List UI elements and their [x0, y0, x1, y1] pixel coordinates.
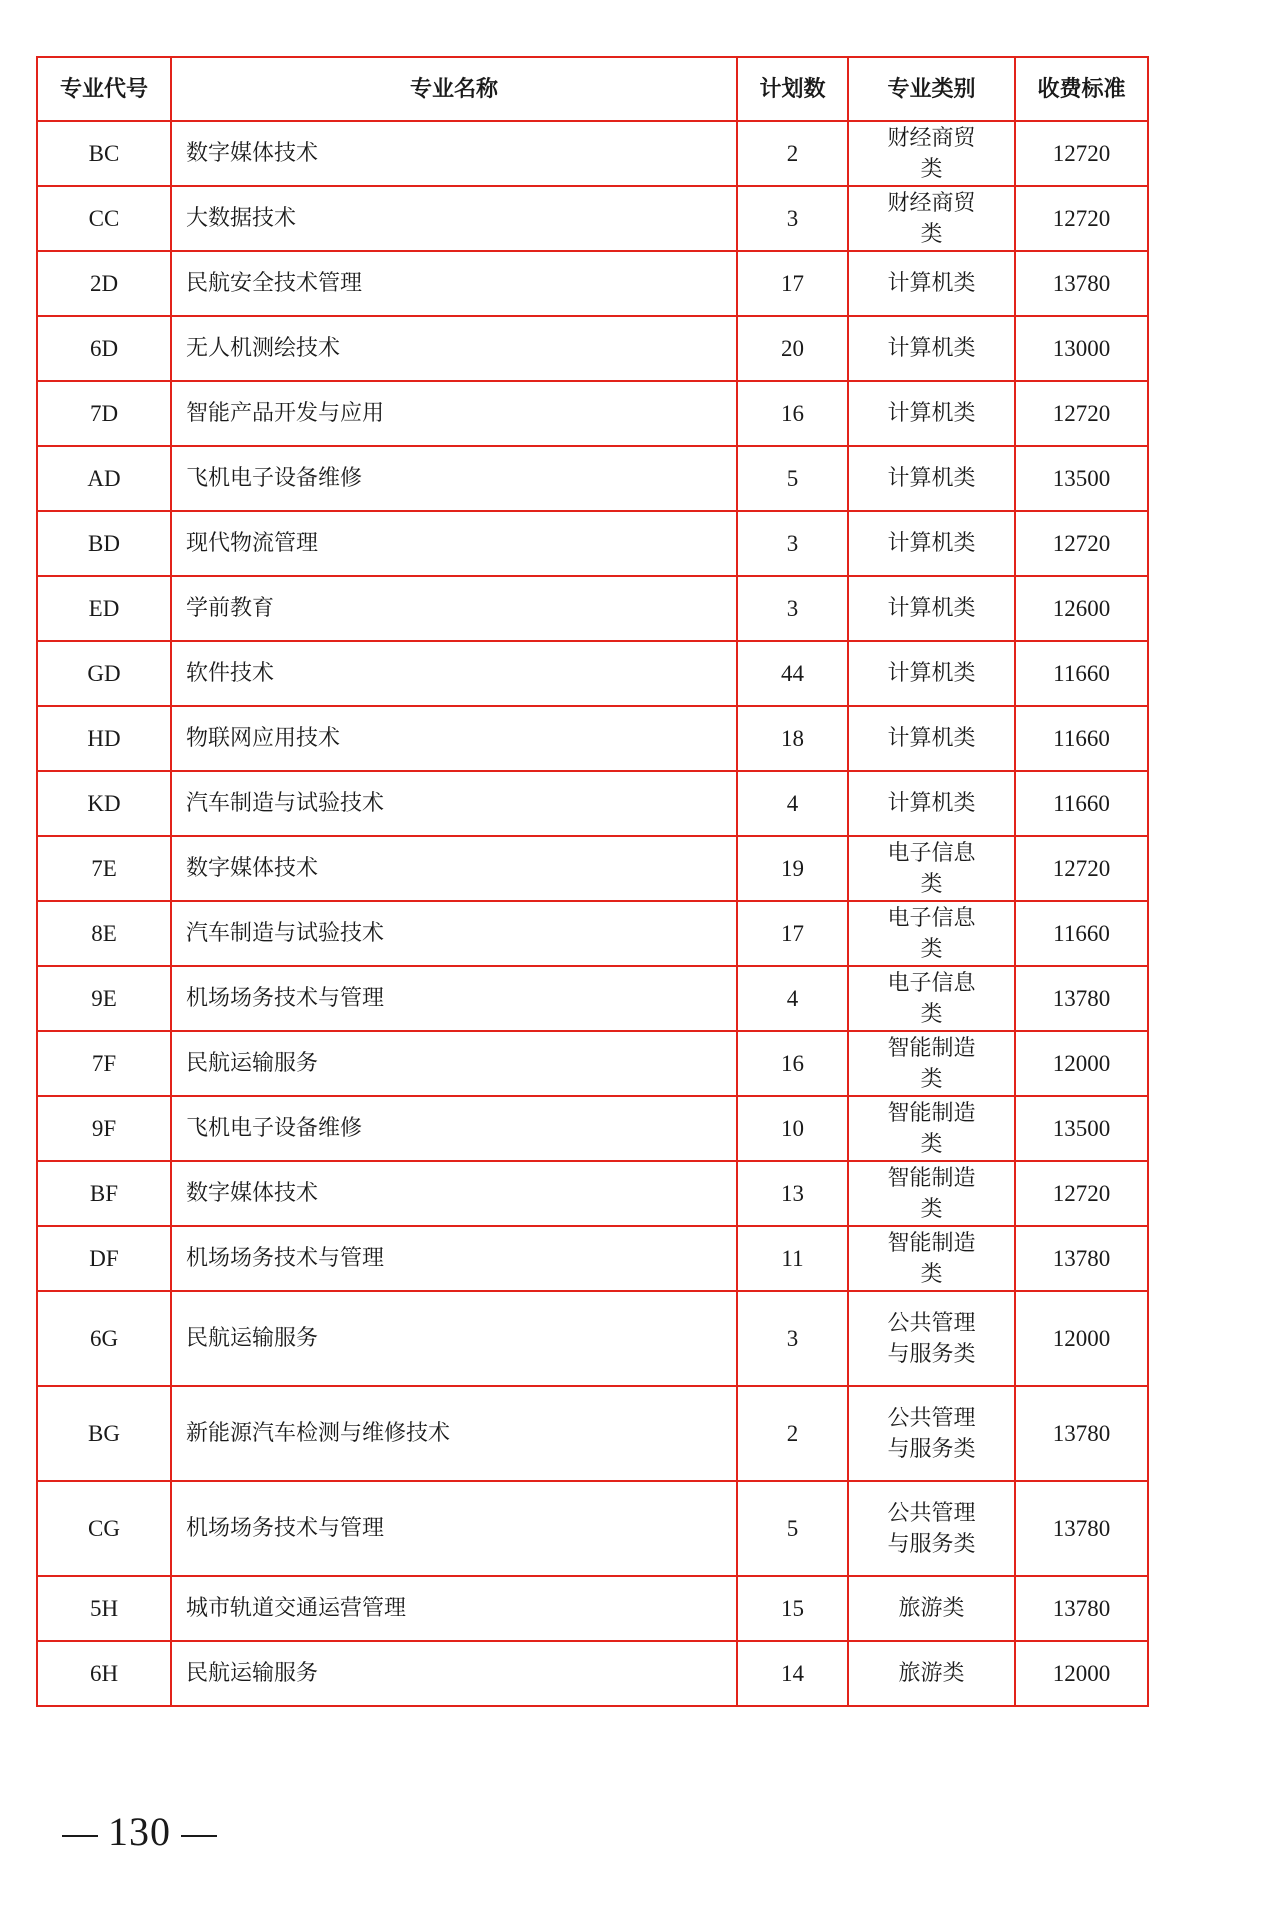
cell-code: 7E: [37, 836, 171, 901]
category-text: 电子信息类: [887, 905, 976, 962]
cell-code: 6H: [37, 1641, 171, 1706]
cell-category: [848, 511, 1015, 576]
cell-plan: 3: [737, 511, 848, 576]
cell-code: 7F: [37, 1031, 171, 1096]
cell-plan: 2: [737, 1386, 848, 1481]
cell-plan: 15: [737, 1576, 848, 1641]
header-fee: 收费标准: [1015, 57, 1148, 121]
header-plan: 计划数: [737, 57, 848, 121]
cell-code: 5H: [37, 1576, 171, 1641]
cell-name: 新能源汽车检测与维修技术: [171, 1386, 737, 1481]
category-text: 计算机类: [887, 791, 976, 816]
category-text: 公共管理与服务类: [887, 1310, 976, 1367]
category-text: 财经商贸类: [887, 125, 976, 182]
table-row: [37, 641, 1148, 706]
cell-fee: 13780: [1015, 1386, 1148, 1481]
cell-category: [848, 1576, 1015, 1641]
table-row: [37, 186, 1148, 251]
cell-plan: 17: [737, 901, 848, 966]
cell-plan: 44: [737, 641, 848, 706]
cell-plan: 3: [737, 186, 848, 251]
cell-category: [848, 381, 1015, 446]
cell-name: 飞机电子设备维修: [171, 446, 737, 511]
table-body: [37, 121, 1148, 1706]
cell-code: 6D: [37, 316, 171, 381]
cell-plan: 5: [737, 1481, 848, 1576]
cell-name: 学前教育: [171, 576, 737, 641]
cell-category: [848, 1031, 1015, 1096]
category-text: 旅游类: [898, 1596, 965, 1621]
cell-code: KD: [37, 771, 171, 836]
cell-name: 智能产品开发与应用: [171, 381, 737, 446]
table-row: [37, 316, 1148, 381]
cell-fee: 13780: [1015, 1226, 1148, 1291]
footer-dash-left: [62, 1835, 98, 1837]
category-text: 公共管理与服务类: [887, 1500, 976, 1557]
cell-plan: 16: [737, 1031, 848, 1096]
cell-fee: 12000: [1015, 1291, 1148, 1386]
cell-fee: 13780: [1015, 251, 1148, 316]
table-row: [37, 576, 1148, 641]
cell-code: BG: [37, 1386, 171, 1481]
cell-plan: 11: [737, 1226, 848, 1291]
table-row: [37, 1226, 1148, 1291]
cell-name: 民航运输服务: [171, 1291, 737, 1386]
cell-name: 数字媒体技术: [171, 1161, 737, 1226]
table-row: [37, 836, 1148, 901]
table-row: [37, 1576, 1148, 1641]
header-name: 专业名称: [171, 57, 737, 121]
cell-fee: 12720: [1015, 381, 1148, 446]
category-text: 智能制造类: [887, 1035, 976, 1092]
cell-plan: 13: [737, 1161, 848, 1226]
cell-category: [848, 121, 1015, 186]
table-row: [37, 1291, 1148, 1386]
cell-code: 8E: [37, 901, 171, 966]
cell-fee: 13780: [1015, 1576, 1148, 1641]
cell-code: BD: [37, 511, 171, 576]
cell-fee: 12000: [1015, 1641, 1148, 1706]
cell-fee: 12720: [1015, 511, 1148, 576]
cell-fee: 12720: [1015, 121, 1148, 186]
table-row: [37, 901, 1148, 966]
table-row: [37, 1481, 1148, 1576]
page-footer: [52, 1808, 227, 1855]
page-number: 130: [108, 1809, 171, 1854]
cell-code: HD: [37, 706, 171, 771]
cell-category: [848, 251, 1015, 316]
cell-code: CC: [37, 186, 171, 251]
cell-plan: 16: [737, 381, 848, 446]
table-row: [37, 1096, 1148, 1161]
cell-category: [848, 706, 1015, 771]
cell-plan: 3: [737, 1291, 848, 1386]
category-text: 计算机类: [887, 531, 976, 556]
category-text: 计算机类: [887, 661, 976, 686]
category-text: 智能制造类: [887, 1230, 976, 1287]
cell-name: 汽车制造与试验技术: [171, 771, 737, 836]
cell-name: 城市轨道交通运营管理: [171, 1576, 737, 1641]
category-text: 电子信息类: [887, 970, 976, 1027]
category-text: 计算机类: [887, 336, 976, 361]
cell-code: DF: [37, 1226, 171, 1291]
footer-dash-right: [181, 1835, 217, 1837]
cell-plan: 20: [737, 316, 848, 381]
cell-code: 9F: [37, 1096, 171, 1161]
header-code: 专业代号: [37, 57, 171, 121]
category-text: 公共管理与服务类: [887, 1405, 976, 1462]
cell-plan: 17: [737, 251, 848, 316]
category-text: 计算机类: [887, 271, 976, 296]
cell-category: [848, 1226, 1015, 1291]
table-row: [37, 121, 1148, 186]
cell-plan: 4: [737, 966, 848, 1031]
table-row: [37, 511, 1148, 576]
cell-category: [848, 186, 1015, 251]
cell-category: [848, 771, 1015, 836]
table-row: [37, 966, 1148, 1031]
cell-plan: 5: [737, 446, 848, 511]
cell-name: 物联网应用技术: [171, 706, 737, 771]
cell-name: 汽车制造与试验技术: [171, 901, 737, 966]
cell-fee: 13780: [1015, 1481, 1148, 1576]
cell-fee: 12720: [1015, 836, 1148, 901]
cell-code: BF: [37, 1161, 171, 1226]
cell-code: GD: [37, 641, 171, 706]
cell-code: 2D: [37, 251, 171, 316]
cell-fee: 13500: [1015, 446, 1148, 511]
cell-category: [848, 1096, 1015, 1161]
table-row: [37, 251, 1148, 316]
cell-category: [848, 836, 1015, 901]
cell-name: 民航运输服务: [171, 1641, 737, 1706]
category-text: 智能制造类: [887, 1165, 976, 1222]
cell-name: 机场场务技术与管理: [171, 1481, 737, 1576]
cell-fee: 11660: [1015, 641, 1148, 706]
cell-category: [848, 1291, 1015, 1386]
cell-fee: 12600: [1015, 576, 1148, 641]
cell-name: 民航安全技术管理: [171, 251, 737, 316]
cell-code: 9E: [37, 966, 171, 1031]
cell-category: [848, 576, 1015, 641]
table-row: [37, 1161, 1148, 1226]
cell-category: [848, 1481, 1015, 1576]
cell-name: 大数据技术: [171, 186, 737, 251]
cell-plan: 4: [737, 771, 848, 836]
cell-code: 6G: [37, 1291, 171, 1386]
cell-plan: 2: [737, 121, 848, 186]
cell-name: 无人机测绘技术: [171, 316, 737, 381]
cell-category: [848, 1641, 1015, 1706]
table-header-row: [37, 57, 1148, 121]
cell-plan: 18: [737, 706, 848, 771]
cell-category: [848, 1161, 1015, 1226]
cell-name: 数字媒体技术: [171, 121, 737, 186]
cell-category: [848, 446, 1015, 511]
category-text: 旅游类: [898, 1661, 965, 1686]
cell-fee: 13500: [1015, 1096, 1148, 1161]
cell-plan: 14: [737, 1641, 848, 1706]
cell-name: 现代物流管理: [171, 511, 737, 576]
cell-category: [848, 901, 1015, 966]
table-row: [37, 446, 1148, 511]
table-row: [37, 1031, 1148, 1096]
cell-code: AD: [37, 446, 171, 511]
cell-fee: 12720: [1015, 1161, 1148, 1226]
cell-code: 7D: [37, 381, 171, 446]
table-row: [37, 1386, 1148, 1481]
cell-fee: 11660: [1015, 771, 1148, 836]
table-row: [37, 1641, 1148, 1706]
cell-category: [848, 1386, 1015, 1481]
cell-category: [848, 316, 1015, 381]
header-category: 专业类别: [848, 57, 1015, 121]
cell-plan: 3: [737, 576, 848, 641]
table-row: [37, 771, 1148, 836]
category-text: 财经商贸类: [887, 190, 976, 247]
cell-name: 民航运输服务: [171, 1031, 737, 1096]
category-text: 计算机类: [887, 466, 976, 491]
cell-fee: 12000: [1015, 1031, 1148, 1096]
cell-category: [848, 641, 1015, 706]
cell-name: 机场场务技术与管理: [171, 966, 737, 1031]
cell-name: 软件技术: [171, 641, 737, 706]
cell-category: [848, 966, 1015, 1031]
cell-code: CG: [37, 1481, 171, 1576]
category-text: 智能制造类: [887, 1100, 976, 1157]
cell-fee: 11660: [1015, 901, 1148, 966]
cell-plan: 10: [737, 1096, 848, 1161]
cell-fee: 11660: [1015, 706, 1148, 771]
cell-name: 机场场务技术与管理: [171, 1226, 737, 1291]
cell-code: ED: [37, 576, 171, 641]
cell-fee: 13000: [1015, 316, 1148, 381]
category-text: 计算机类: [887, 596, 976, 621]
table-row: [37, 381, 1148, 446]
category-text: 计算机类: [887, 726, 976, 751]
enrollment-plan-table: [36, 56, 1149, 1707]
cell-fee: 13780: [1015, 966, 1148, 1031]
cell-code: BC: [37, 121, 171, 186]
cell-name: 飞机电子设备维修: [171, 1096, 737, 1161]
cell-fee: 12720: [1015, 186, 1148, 251]
cell-plan: 19: [737, 836, 848, 901]
table-row: [37, 706, 1148, 771]
cell-name: 数字媒体技术: [171, 836, 737, 901]
category-text: 电子信息类: [887, 840, 976, 897]
category-text: 计算机类: [887, 401, 976, 426]
